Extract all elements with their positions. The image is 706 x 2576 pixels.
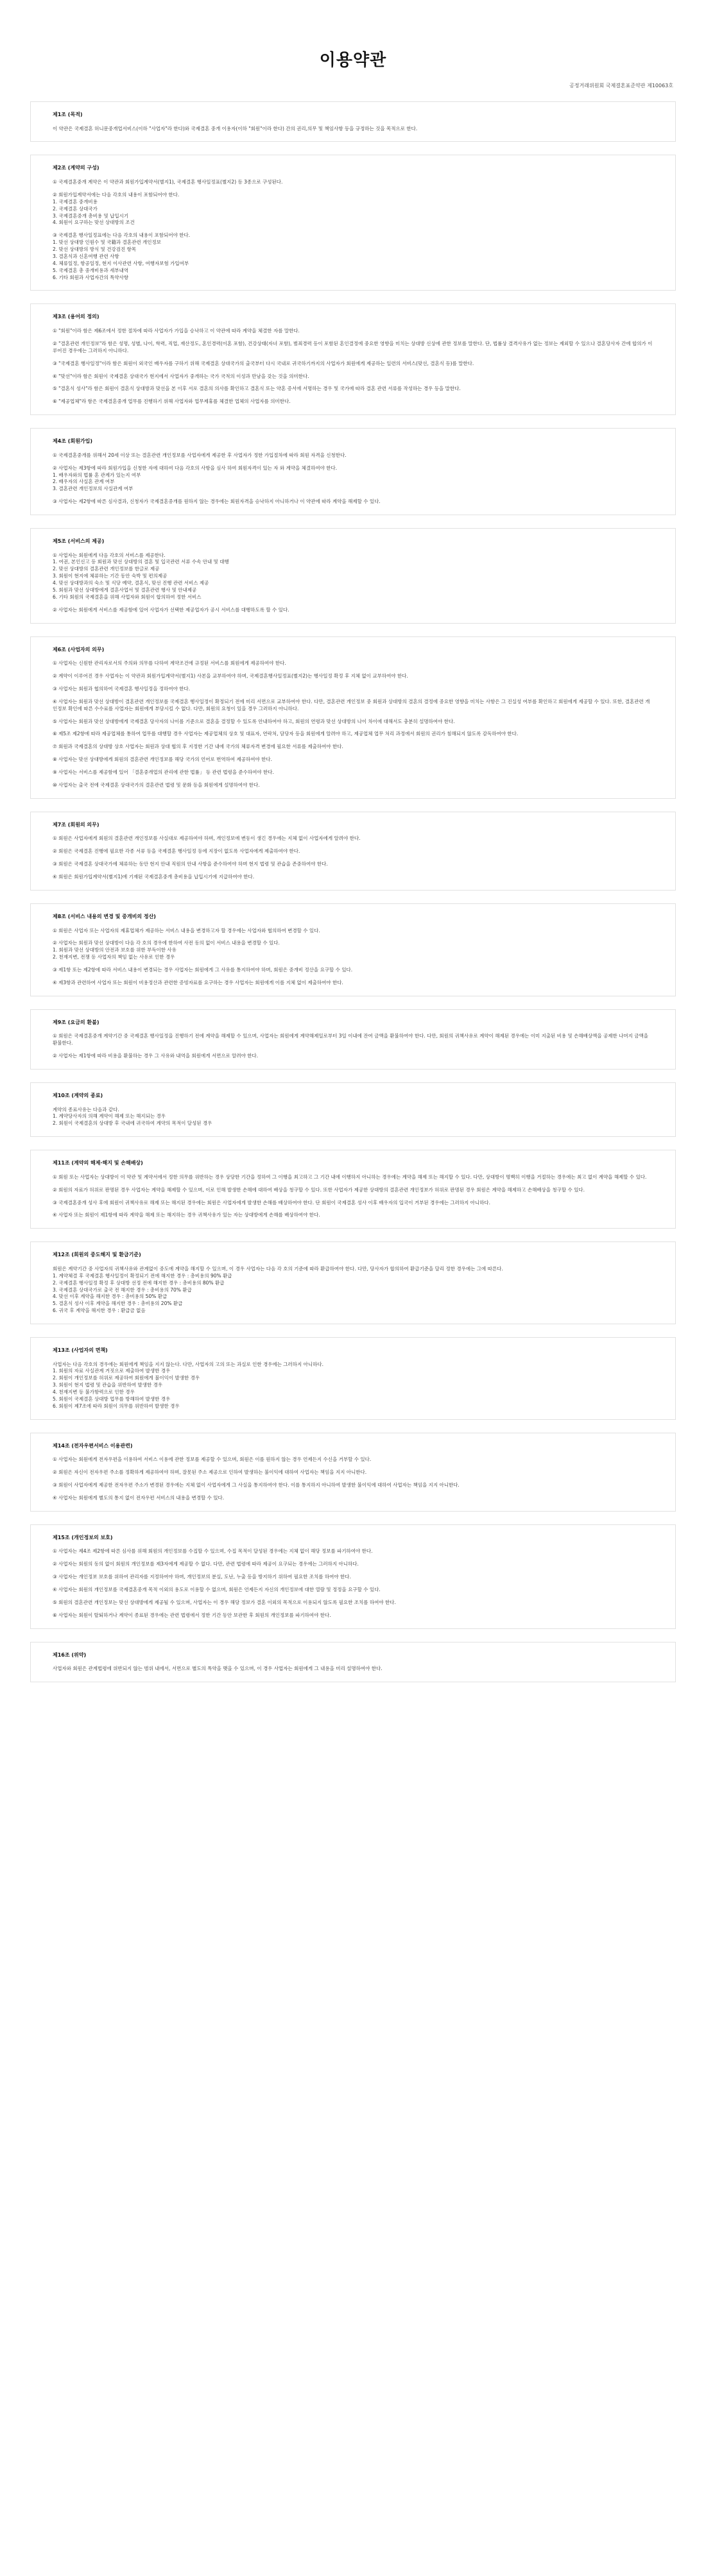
article-paragraph [53, 980, 653, 987]
paragraph-line: 1. 계약체결 후 국제결혼 행사일정이 확정되기 전에 해지한 경우 : 총비용의 90% 환급 [53, 1272, 232, 1279]
article-title: 제11조 (계약의 해제·해지 및 손해배상) [53, 1160, 143, 1166]
article-paragraph [53, 848, 653, 855]
article-paragraph [53, 1361, 653, 1410]
paragraph-line: ② 사업자는 회원의 동의 없이 회원의 개인정보를 제3자에게 제공할 수 없다. 다만, 관련 법령에 따라 제공이 요구되는 경우에는 그러하지 아니하다. [53, 1561, 359, 1567]
article-paragraph [53, 699, 653, 713]
article-section [30, 1642, 676, 1682]
paragraph-line: ④ 사업자는 회원과 맞선 상대방이 결혼관련 개인정보를 국제결혼 행사일정이 확정되기 전에 미리 서면으로 교부하여야 한다. 다만, 결혼관련 개인정보 중 회원과 상대방의 결혼의 결정에 중요한 영향을 미치는 사항은 그 진실성 여부를 확인하고 회원에게 제공할 수 있다. 또한, 결혼관련 개인정보 확인에 따른 수수료를 사업자는 회원에게 부담시킬 수 없다. 다만, 회원의 요청이 있을 경우 그러하지 아니하다. [53, 698, 650, 712]
paragraph-line: 4. 회원이 요구하는 맞선 상대방의 조건 [53, 219, 135, 226]
article-paragraph [53, 1561, 653, 1568]
article-paragraph [53, 386, 653, 393]
article-paragraph [53, 660, 653, 667]
paragraph-line: 1. 국제결혼 중개비용 [53, 198, 98, 205]
paragraph-line: 2. 국제결혼 상대국가 [53, 205, 98, 212]
article-title: 제10조 (계약의 종료) [53, 1092, 103, 1098]
paragraph-line: 2. 맞선 상대방의 방식 및 건강검진 항목 [53, 246, 137, 253]
article-paragraph [53, 361, 653, 368]
article-title: 제12조 (회원의 중도해지 및 환급기준) [53, 1252, 141, 1258]
article-paragraph [53, 1456, 653, 1463]
paragraph-line: ② 사업자는 회원과 맞선 상대방이 다음 각 호의 경우에 한하여 사전 동의 없이 서비스 내용을 변경할 수 있다. [53, 940, 280, 946]
article-paragraph [53, 756, 653, 763]
article-paragraph [53, 192, 653, 226]
paragraph-line: 1. 회원과 맞선 상대방의 안전과 보호를 위한 부득이한 사유 [53, 947, 176, 953]
article-paragraph [53, 731, 653, 738]
paragraph-line: 1. 회원의 자료 사실관계 거짓으로 제출하여 발생한 경우 [53, 1368, 171, 1374]
paragraph-line: 3. 결혼관련 개인정보의 사실관계 여부 [53, 486, 133, 492]
paragraph-line: 2. 회원이 국제결혼의 상대방 후 국내에 귀국하여 계약의 목적이 달성된 경우 [53, 1120, 212, 1127]
paragraph-line: 3. 회원이 현지 법령 및 관습을 위반하여 발생한 경우 [53, 1382, 163, 1388]
paragraph-line: ③ 국제결혼 행사일정표에는 다음 각호의 내용이 포함되어야 한다. [53, 232, 191, 239]
article-section [30, 903, 676, 996]
paragraph-line: ① 국제결혼중개 계약은 이 약관과 회원가입계약서(별지1), 국제결혼 행사일정표(별지2) 등 3종으로 구성된다. [53, 179, 283, 185]
paragraph-line: 사업자는 다음 각호의 경우에는 회원에게 책임을 지지 않는다. 다만, 사업자의 고의 또는 과실로 인한 경우에는 그러하지 아니하다. [53, 1361, 324, 1367]
article-paragraph [53, 398, 653, 405]
paragraph-line: 6. 기타 회원과 사업자간의 특약사항 [53, 274, 129, 280]
paragraph-line: 2. 국제결혼 행사일정 확정 후 상대방 선정 전에 해지한 경우 : 총비용의 80% 환급 [53, 1279, 225, 1286]
paragraph-line: 5. 회원과 맞선 상대방에게 결혼사업서 및 결혼관련 행사 및 안내제공 [53, 586, 197, 593]
paragraph-line: 3. 국제결혼 상대국가로 출국 전 해지한 경우 : 총비용의 70% 환급 [53, 1286, 192, 1293]
paragraph-line: ① 회원 또는 사업자는 상대방이 이 약관 및 계약서에서 정한 의무를 위반하는 경우 상당한 기간을 정하여 그 이행을 최고하고 그 기간 내에 이행하지 아니하는 경우에는 계약을 해제 또는 해지할 수 있다. 다만, 상대방이 명백히 이행을 거절하는 경우에는 최고 없이 계약을 해제할 수 있다. [53, 1173, 647, 1180]
article-title: 제1조 (목적) [53, 112, 83, 117]
paragraph-line: ④ 사업자 또는 회원이 제1항에 따라 계약을 해제 또는 해지하는 경우 귀책사유가 있는 자는 상대방에게 손해를 배상하여야 한다. [53, 1212, 320, 1218]
article-section [30, 1241, 676, 1324]
paragraph-line: ⑩ 사업자는 출국 전에 국제결혼 상대국가의 결혼관련 법령 및 문화 등을 회원에게 설명하여야 한다. [53, 781, 260, 788]
article-paragraph [53, 940, 653, 961]
paragraph-line: 1. 배우자와의 법률 혼 관계가 있는지 여부 [53, 472, 141, 478]
paragraph-line: ⑥ 제5조 제2항에 따라 제공업체를 통하여 업무를 대행할 경우 사업자는 제공업체의 상호 및 대표자, 연락처, 담당자 등을 회원에게 알려야 하고, 제공업체 업무 처리 과정에서 회원의 권리가 침해되지 않도록 감독하여야 한다. [53, 731, 519, 737]
paragraph-line: ③ "국제결혼 행사일정"이라 함은 회원이 외국인 배우자를 구하기 위해 국제결혼 상대국가의 출국부터 다시 국내로 귀국하기까지의 사업자가 회원에게 제공하는 일련의 서비스(맞선, 결혼식 등)를 말한다. [53, 360, 474, 366]
paragraph-line: ③ 사업자는 제2항에 따른 심사결과, 신청자가 국제결혼중개를 원하지 않는 경우에는 회원자격을 승낙하지 아니하거나 이 약관에 따라 계약을 해제할 수 있다. [53, 499, 381, 505]
article-paragraph [53, 499, 653, 506]
paragraph-line: ① 회원은 사업자에게 회원의 결혼관련 개인정보를 사실대로 제공하여야 하며, 개인정보에 변동이 생긴 경우에는 지체 없이 사업자에게 알려야 한다. [53, 835, 361, 842]
article-paragraph [53, 1666, 653, 1673]
article-paragraph [53, 1469, 653, 1476]
paragraph-line: ④ "맞선"이라 함은 회원이 국제결혼 상대국가 현지에서 사업자가 중개하는 국가 국적의 이성과 만남을 갖는 것을 의미한다. [53, 373, 309, 379]
article-paragraph [53, 673, 653, 680]
article-section [30, 428, 676, 515]
paragraph-line: ③ 국제결혼중개 성사 후에 회원이 귀책사유로 해제 또는 해지된 경우에는 회원은 사업자에게 발생한 손해를 배상하여야 한다. 단 회원이 국제결혼 성사 이후 배우자의 입국이 거부된 경우에는 그러하지 아니하다. [53, 1199, 491, 1206]
article-paragraph [53, 1174, 653, 1181]
article-paragraph [53, 1482, 653, 1489]
paragraph-line: ⑨ 사업자는 서비스를 제공함에 있어 「결혼중개업의 관리에 관한 법률」 등 관련 법령을 준수하여야 한다. [53, 769, 274, 776]
paragraph-line: ④ 사업자는 회원에게 별도의 통지 없이 전자우편 서비스의 내용을 변경할 수 있다. [53, 1494, 225, 1501]
paragraph-line: ⑧ 사업자는 맞선 상대방에게 회원의 결혼관련 개인정보를 해당 국가의 언어로 번역하여 제공하여야 한다. [53, 756, 273, 763]
article-paragraph [53, 928, 653, 935]
paragraph-line: 계약의 종료사유는 다음과 같다. [53, 1106, 119, 1113]
article-paragraph [53, 373, 653, 380]
paragraph-line: 4. 천재지변 등 불가항력으로 인한 경우 [53, 1389, 135, 1395]
paragraph-line: 1. 여권, 본인신고 등 회원과 맞선 상대방의 결혼 및 입국관련 서류 수속 안내 및 대행 [53, 559, 229, 565]
article-title: 제9조 (요금의 환불) [53, 1019, 99, 1025]
paragraph-line: 사업자와 회원은 관계법령에 위반되지 않는 범위 내에서, 서면으로 별도의 특약을 맺을 수 있으며, 이 경우 사업자는 회원에게 그 내용을 미리 설명하여야 한다. [53, 1666, 383, 1672]
article-title: 제14조 (전자우편서비스 이용관련) [53, 1442, 133, 1449]
paragraph-line: ③ 회원이 사업자에게 제공한 전자우편 주소가 변경된 경우에는 지체 없이 사업자에게 그 사실을 통지하여야 한다. 이를 통지하지 아니하여 발생한 불이익에 대하여 사업자는 책임을 지지 아니한다. [53, 1482, 460, 1488]
article-section [30, 1009, 676, 1070]
article-paragraph [53, 719, 653, 726]
article-title: 제5조 (서비스의 제공) [53, 538, 105, 544]
article-paragraph [53, 1612, 653, 1619]
article-title: 제15조 (개인정보의 보호) [53, 1534, 113, 1540]
paragraph-line: 2. 천재지변, 전쟁 등 사업자의 책임 없는 사유로 인한 경우 [53, 954, 175, 960]
paragraph-line: 2. 맞선 상대방의 결혼관련 개인정보를 한글로 제공 [53, 566, 160, 572]
paragraph-line: ② "결혼관련 개인정보"라 함은 성명, 성별, 나이, 학력, 직업, 재산정도, 혼인경력(이혼 포함), 건강상태(자녀 포함), 범죄경력 등이 포함된 혼인결정에 중요한 영향을 미치는 상대방 신상에 관한 정보를 말한다. 단, 법률상 결격사유가 없는 정보는 제외할 수 있으나 결혼당사자 간에 합의가 이루어진 경우에는 그러하지 아니하다. [53, 340, 653, 354]
article-paragraph [53, 874, 653, 881]
paragraph-line: ⑤ 회원의 결혼관련 개인정보는 맞선 상대방에게 제공될 수 있으며, 사업자는 이 경우 해당 정보가 결혼 이외의 목적으로 이용되지 않도록 필요한 조치를 하여야 한다. [53, 1599, 396, 1605]
article-section [30, 101, 676, 142]
article-paragraph [53, 328, 653, 335]
paragraph-line: 3. 회원이 현지에 체류하는 기간 동안 숙박 및 편의제공 [53, 573, 168, 579]
paragraph-line: ② 회원은 자신이 전자우편 주소를 정확하게 제공하여야 하며, 잘못된 주소 제공으로 인하여 발생하는 불이익에 대하여 사업자는 책임을 지지 아니한다. [53, 1469, 367, 1476]
article-section [30, 1524, 676, 1629]
article-paragraph [53, 835, 653, 842]
article-paragraph [53, 1587, 653, 1594]
paragraph-line: ② 사업자는 회원에게 서비스를 제공함에 있어 사업자가 선택한 제공업자가 공시 서비스를 대행하도록 할 수 있다. [53, 606, 289, 613]
paragraph-line: ① 회원은 사업자 또는 사업자의 제휴업체가 제공하는 서비스 내용을 변경하고자 할 경우에는 사업자와 협의하여 변경할 수 있다. [53, 927, 320, 934]
paragraph-line: ① "회원"이라 함은 제6조에서 정한 절차에 따라 사업자가 가입을 승낙하고 이 약관에 따라 계약을 체결한 자를 말한다. [53, 328, 300, 334]
article-section [30, 636, 676, 799]
article-section [30, 155, 676, 291]
article-title: 제13조 (사업자의 면책) [53, 1347, 108, 1353]
paragraph-line: ③ 사업자는 회원과 협의하여 국제결혼 행사일정을 정하여야 한다. [53, 685, 191, 692]
document-reference: 공정거래위원회 국제결혼표준약관 제10063호 [569, 83, 673, 89]
article-paragraph [53, 1599, 653, 1607]
paragraph-line: 3. 결혼식과 신혼여행 관련 사항 [53, 253, 119, 259]
paragraph-line: ② 사업자는 제1항에 따라 비용을 환불하는 경우 그 사유와 내역을 회원에게 서면으로 알려야 한다. [53, 1053, 259, 1059]
article-section [30, 1337, 676, 1420]
article-paragraph [53, 1200, 653, 1207]
paragraph-line: ① 사업자는 신원한 관리자로서의 주의와 의무를 다하여 계약조건에 규정된 서비스를 회원에게 제공하여야 한다. [53, 660, 286, 667]
paragraph-line: ⑥ 사업자는 회원이 탈퇴하거나 계약이 종료된 경우에는 관련 법령에서 정한 기간 동안 보관한 후 회원의 개인정보를 파기하여야 한다. [53, 1612, 331, 1618]
paragraph-line: ② 사업자는 제3항에 따라 회원가입을 신청한 자에 대하여 다음 각호의 사항을 심사 하여 회원자격이 있는 자 와 계약을 체결하여야 한다. [53, 465, 338, 471]
article-paragraph [53, 1495, 653, 1502]
paragraph-line: ③ 사업자는 개인정보 보호를 위하여 관리자를 지정하여야 하며, 개인정보의 분실, 도난, 누출 등을 방지하기 위하여 필요한 조치를 하여야 한다. [53, 1574, 351, 1580]
article-paragraph [53, 341, 653, 355]
article-title: 제7조 (회원의 의무) [53, 821, 99, 828]
article-paragraph [53, 1033, 653, 1047]
paragraph-line: 2. 배우자의 사실혼 관계 여부 [53, 479, 115, 485]
paragraph-line: ① 사업자는 회원에게 다음 각호의 서비스를 제공한다. [53, 552, 166, 558]
paragraph-line: 2. 회원이 개인정보를 허위로 제공하여 회원에게 불이익이 발생한 경우 [53, 1375, 200, 1381]
paragraph-line: 5. 회원이 국제결혼 상대방 업무를 방해하여 발생한 경우 [53, 1395, 171, 1402]
article-title: 제3조 (용어의 정의) [53, 314, 99, 320]
article-paragraph [53, 452, 653, 459]
article-paragraph [53, 1107, 653, 1128]
article-paragraph [53, 1187, 653, 1194]
article-section [30, 812, 676, 891]
paragraph-line: 4. 체류일정, 항공일정, 현지 이사관련 사항, 여행자보험 가입여부 [53, 260, 189, 266]
paragraph-line: 6. 회원이 제7조에 따라 회원이 의무를 위반하여 발생한 경우 [53, 1403, 180, 1409]
article-paragraph [53, 607, 653, 614]
article-paragraph [53, 967, 653, 974]
paragraph-line: ③ 회원은 국제결혼 상대국가에 체류하는 동안 현지 안내 직원의 안내 사항을 준수하여야 하며 현지 법령 및 관습을 존중하여야 한다. [53, 861, 328, 867]
article-title: 제8조 (서비스 내용의 변경 및 중개비의 정산) [53, 913, 156, 919]
article-section [30, 1082, 676, 1137]
paragraph-line: ① 사업자는 제4조 제2항에 따른 심사를 위해 회원의 개인정보를 수집할 수 있으며, 수집 목적이 달성된 경우에는 지체 없이 해당 정보를 파기하여야 한다. [53, 1548, 373, 1555]
paragraph-line: 1. 계약당사자의 의해 계약이 해제 또는 해지되는 경우 [53, 1113, 166, 1120]
paragraph-line: ⑦ 회원과 국제결혼의 상대방 상호 사업자는 회원과 상대 협의 후 지정한 기간 내에 국가의 체류자격 변경에 필요한 서류를 제출하여야 한다. [53, 744, 343, 750]
paragraph-line: 6. 귀국 후 계약을 해지한 경우 : 환급금 없음 [53, 1308, 146, 1314]
paragraph-line: 이 약관은 국제결혼 허니문중개업서비스(이하 "사업자"라 한다)와 국제결혼 중개 이용자(이하 "회원"이라 한다) 간의 권리,의무 및 책임사항 등을 규정하는 것을 목적으로 한다. [53, 125, 418, 132]
article-paragraph [53, 782, 653, 789]
paragraph-line: ⑤ "결혼식 성사"라 함은 회원이 결혼식 상대방과 맞선을 본 이후 서로 결혼의 의사를 확인하고 결혼식 또는 약혼 증서에 서명하는 경우 및 국가에 따라 결혼 관련 서류를 작성하는 경우 등을 말한다. [53, 386, 461, 392]
paragraph-line: ④ 제3항과 관련하여 사업자 또는 회원이 비용정산과 관련한 증빙자료를 요구하는 경우 사업자는 회원에게 이를 지체 없이 제출하여야 한다. [53, 979, 343, 985]
article-paragraph [53, 179, 653, 186]
paragraph-line: ④ 회원은 회원가입계약서(별지1)에 기재된 국제결혼중개 총비용을 납입시기에 지급하여야 한다. [53, 874, 255, 880]
article-title: 제4조 (회원가입) [53, 438, 93, 445]
article-paragraph [53, 686, 653, 693]
paragraph-line: ② 회원가입계약서에는 다음 각호의 내용이 포함되어야 한다. [53, 191, 180, 198]
article-list [30, 101, 676, 1682]
paragraph-line: 4. 맞선 이후 계약을 해지한 경우 : 총비용의 50% 환급 [53, 1293, 168, 1300]
article-paragraph [53, 1212, 653, 1219]
article-section [30, 303, 676, 415]
article-paragraph [53, 861, 653, 868]
paragraph-line: ② 계약이 이루어진 경우 사업자는 이 약관과 회원가입계약서(별지1) 사본을 교부하여야 하며, 국제결혼행사일정표(별지2)는 행사일정 확정 후 지체 없이 교부하여야 한다. [53, 673, 408, 679]
paragraph-line: ③ 제1항 또는 제2항에 따라 서비스 내용이 변경되는 경우 사업자는 회원에게 그 사유를 통지하여야 하며, 회원은 중개비 정산을 요구할 수 있다. [53, 967, 353, 973]
article-section [30, 1433, 676, 1512]
paragraph-line: 회원은 계약기간 중 사업자의 귀책사유와 관계없이 중도에 계약을 해지할 수 있으며, 이 경우 사업자는 다음 각 호의 기준에 따라 환급하여야 한다. 다만, 당사자가 합의하여 환급기준을 달리 정한 경우에는 그에 따른다. [53, 1265, 503, 1272]
article-title: 제6조 (사업자의 의무) [53, 646, 105, 653]
article-paragraph [53, 126, 653, 133]
paragraph-line: 1. 맞선 상대방 인원수 및 국籍과 결혼관련 개인정보 [53, 239, 161, 246]
article-paragraph [53, 769, 653, 776]
article-paragraph [53, 1548, 653, 1555]
article-paragraph [53, 232, 653, 281]
paragraph-line: ⑤ 사업자는 회원과 맞선 상대방에게 국제결혼 당사자의 나이를 기준으로 결혼을 결정할 수 있도록 안내하여야 하고, 회원의 연령과 맞선 상대방의 나이 차이에 대해서도 충분히 설명하여야 한다. [53, 718, 455, 724]
paragraph-line: ④ 사업자는 회원의 개인정보를 국제결혼중개 목적 이외의 용도로 이용할 수 없으며, 회원은 언제든지 자신의 개인정보에 대한 열람 및 정정을 요구할 수 있다. [53, 1587, 381, 1593]
paragraph-line: 5. 국제결혼 총 중개비용과 세부내역 [53, 267, 129, 273]
paragraph-line: 4. 맞선 상대방과의 숙소 및 식당 예약, 결혼식, 맞선 진행 관련 서비스 제공 [53, 580, 209, 586]
paragraph-line: 6. 기타 회원의 국제결혼을 위해 사업자와 회원이 합의하여 정한 서비스 [53, 593, 202, 600]
article-paragraph [53, 1266, 653, 1315]
article-paragraph [53, 744, 653, 751]
article-section [30, 1150, 676, 1229]
paragraph-line: 3. 국제결혼중개 총비용 및 납입시기 [53, 212, 129, 219]
paragraph-line: ① 회원은 국제결혼중개 계약기간 중 국제결혼 행사일정을 진행하기 전에 계약을 해제할 수 있으며, 사업자는 회원에게 계약해제일로부터 3일 이내에 잔여 금액을 환불하여야 한다. 다만, 회원의 귀책사유로 계약이 해제된 경우에는 이미 지출된 비용 및 손해배상액을 공제한 나머지 금액을 환불한다. [53, 1033, 649, 1046]
article-paragraph [53, 552, 653, 601]
article-paragraph [53, 465, 653, 493]
paragraph-line: ① 사업자는 회원에게 전자우편을 이용하여 서비스 이용에 관한 정보를 제공할 수 있으며, 회원은 이를 원하지 않는 경우 언제든지 수신을 거부할 수 있다. [53, 1456, 372, 1463]
article-title: 제2조 (계약의 구성) [53, 165, 99, 171]
paragraph-line: 5. 결혼식 성사 이후 계약을 해지한 경우 : 총비용의 20% 환급 [53, 1301, 183, 1307]
paragraph-line: ② 회원의 자료가 허위로 판명된 경우 사업자는 계약을 해제할 수 있으며, 이로 인해 발생한 손해에 대하여 배상을 청구할 수 있다. 또한 사업자가 제공한 상대방의 결혼관련 개인정보가 허위로 판명된 경우 회원은 계약을 해제하고 손해배상을 청구할 수 있다. [53, 1186, 585, 1193]
page-title: 이용약관 [319, 51, 387, 70]
article-title: 제16조 (위약) [53, 1651, 87, 1658]
article-paragraph [53, 1053, 653, 1060]
paragraph-line: ⑥ "제공업체"라 함은 국제결혼중개 업무를 진행하기 위해 사업자와 업무제휴를 체결한 업체의 사업자를 의미한다. [53, 398, 291, 405]
article-section [30, 528, 676, 624]
paragraph-line: ① 국제결혼중개를 위해서 20세 이상 또는 결혼관련 개인정보를 사업자에게 제공한 후 사업자가 정한 가입절차에 따라 회원 자격을 신청한다. [53, 452, 347, 458]
paragraph-line: ② 회원은 국제결혼 진행에 필요한 각종 서류 등을 국제결혼 행사일정 등에 지장이 없도록 사업자에게 제출하여야 한다. [53, 848, 300, 855]
article-paragraph [53, 1574, 653, 1581]
